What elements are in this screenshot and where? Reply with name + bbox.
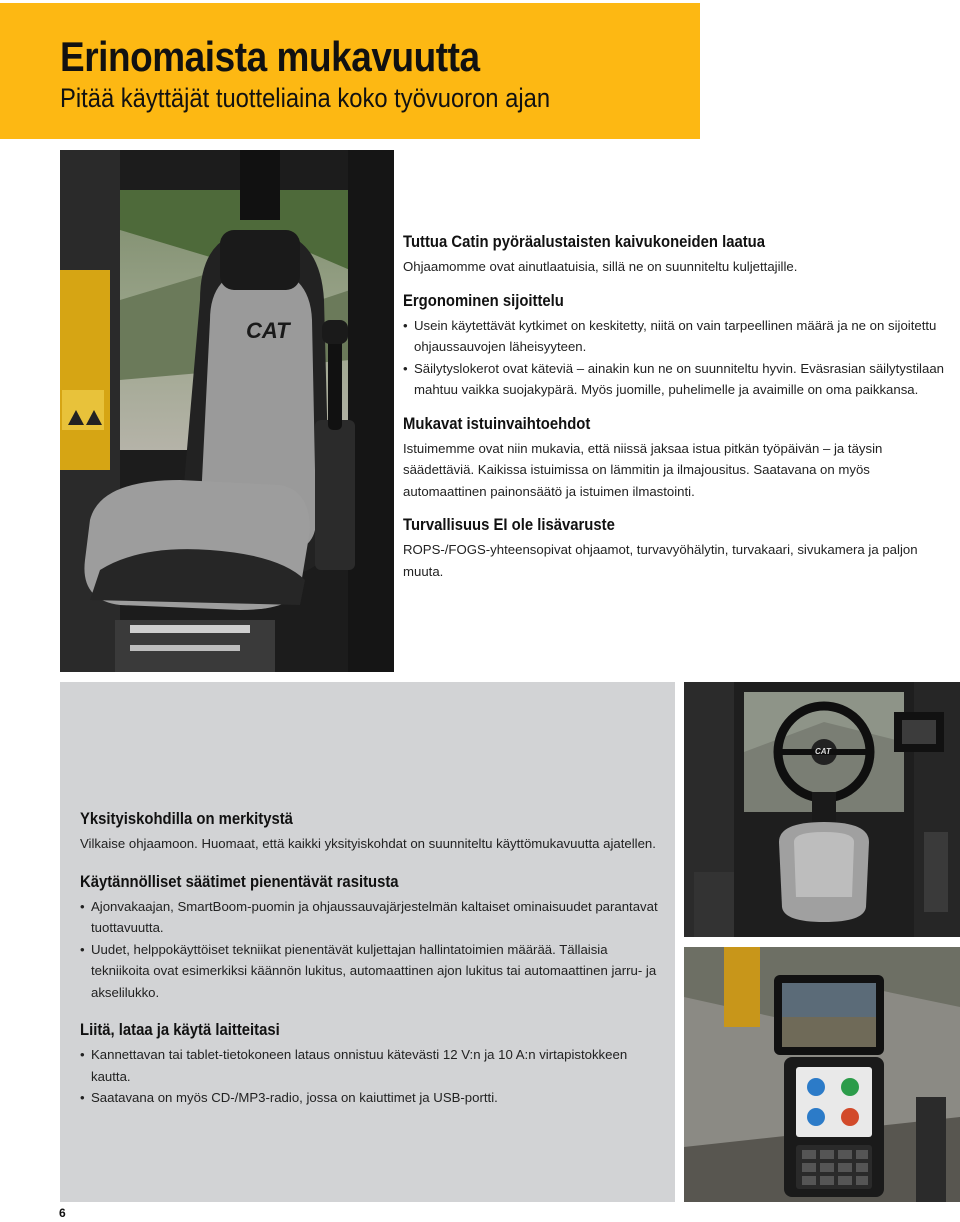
section-seats	[403, 415, 953, 503]
list-item: • Kannettavan tai tablet-tietokoneen lataus onnistuu kätevästi 12 V:n ja 10 A:n virtapistokkeen kautta.	[80, 1044, 665, 1087]
section-heading: Mukavat istuinvaihtoehdot	[403, 414, 591, 433]
features-column	[403, 233, 953, 596]
monitor-keypad-photo	[684, 947, 960, 1202]
section-heading: Liitä, lataa ja käytä laitteitasi	[80, 1021, 280, 1039]
cab-interior-photo	[684, 682, 960, 937]
list-item: • Uudet, helppokäyttöiset tekniikat pienentävät kuljettajan hallintatoimien määrää. Tällaisia tekniikoita ovat esimerkiksi käännön lukitus, automaattinen ajon lukitus tai automaattinen jarru- ja akselilukko.	[80, 939, 665, 1004]
list-item: • Saatavana on myös CD-/MP3-radio, jossa on kaiuttimet ja USB-portti.	[80, 1087, 665, 1109]
section-details	[80, 810, 665, 855]
section-heading: Käytännölliset säätimet pienentävät rasitusta	[80, 872, 399, 891]
page-number: 6	[59, 1206, 66, 1220]
bullet-list	[403, 315, 953, 401]
section-text: ROPS-/FOGS-yhteensopivat ohjaamot, turvavyöhälytin, turvakaari, sivukamera ja paljon muuta.	[403, 542, 918, 579]
details-box	[60, 682, 675, 1202]
list-item: • Usein käytettävät kytkimet on keskitetty, niitä on vain tarpeellinen määrä ja ne on sijoitettu ohjaussauvojen läheisyyteen.	[403, 315, 953, 358]
header-band	[0, 3, 700, 139]
page-subtitle: Pitää käyttäjät tuotteliaina koko työvuoron ajan	[60, 83, 551, 113]
list-item: • Ajonvakaajan, SmartBoom-puomin ja ohjaussauvajärjestelmän kaltaiset ominaisuudet parantavat tuottavuutta.	[80, 896, 665, 939]
section-heading: Turvallisuus EI ole lisävaruste	[403, 516, 615, 534]
cat-logo-seat: CAT	[246, 318, 290, 343]
operator-seat-photo	[60, 150, 394, 672]
section-ergonomics	[403, 292, 953, 401]
section-quality	[403, 233, 953, 278]
section-heading: Yksityiskohdilla on merkitystä	[80, 810, 293, 828]
section-text: Istuimemme ovat niin mukavia, että niissä jaksaa istua pitkän työpäivän – ja täysin säädettäviä. Kaikissa istuimissa on lämmitin ja ilmajousitus. Saatavana on myös automaattinen painonsäätö ja istuimen ilmastointi.	[403, 440, 883, 499]
section-heading: Tuttua Catin pyöräalustaisten kaivukoneiden laatua	[403, 233, 765, 251]
bullet-list	[80, 1044, 665, 1109]
list-item: • Säilytyslokerot ovat käteviä – ainakin kun ne on suunniteltu hyvin. Eväsrasian säilytystilaan mahtuu vaikka suojakypärä. Myös juomille, puhelimelle ja avaimille on oma paikkansa.	[403, 358, 953, 401]
section-heading: Ergonominen sijoittelu	[403, 291, 564, 310]
section-text: Vilkaise ohjaamoon. Huomaat, että kaikki yksityiskohdat on suunniteltu käyttömukavuutta ajatellen.	[80, 836, 656, 851]
section-controls	[80, 873, 665, 1004]
section-text: Ohjaamomme ovat ainutlaatuisia, sillä ne on suunniteltu kuljettajille.	[403, 259, 798, 274]
cat-logo-wheel: CAT	[815, 747, 831, 756]
bullet-list	[80, 896, 665, 1004]
section-safety	[403, 516, 953, 582]
section-devices	[80, 1021, 665, 1109]
page-title: Erinomaista mukavuutta	[60, 33, 480, 80]
